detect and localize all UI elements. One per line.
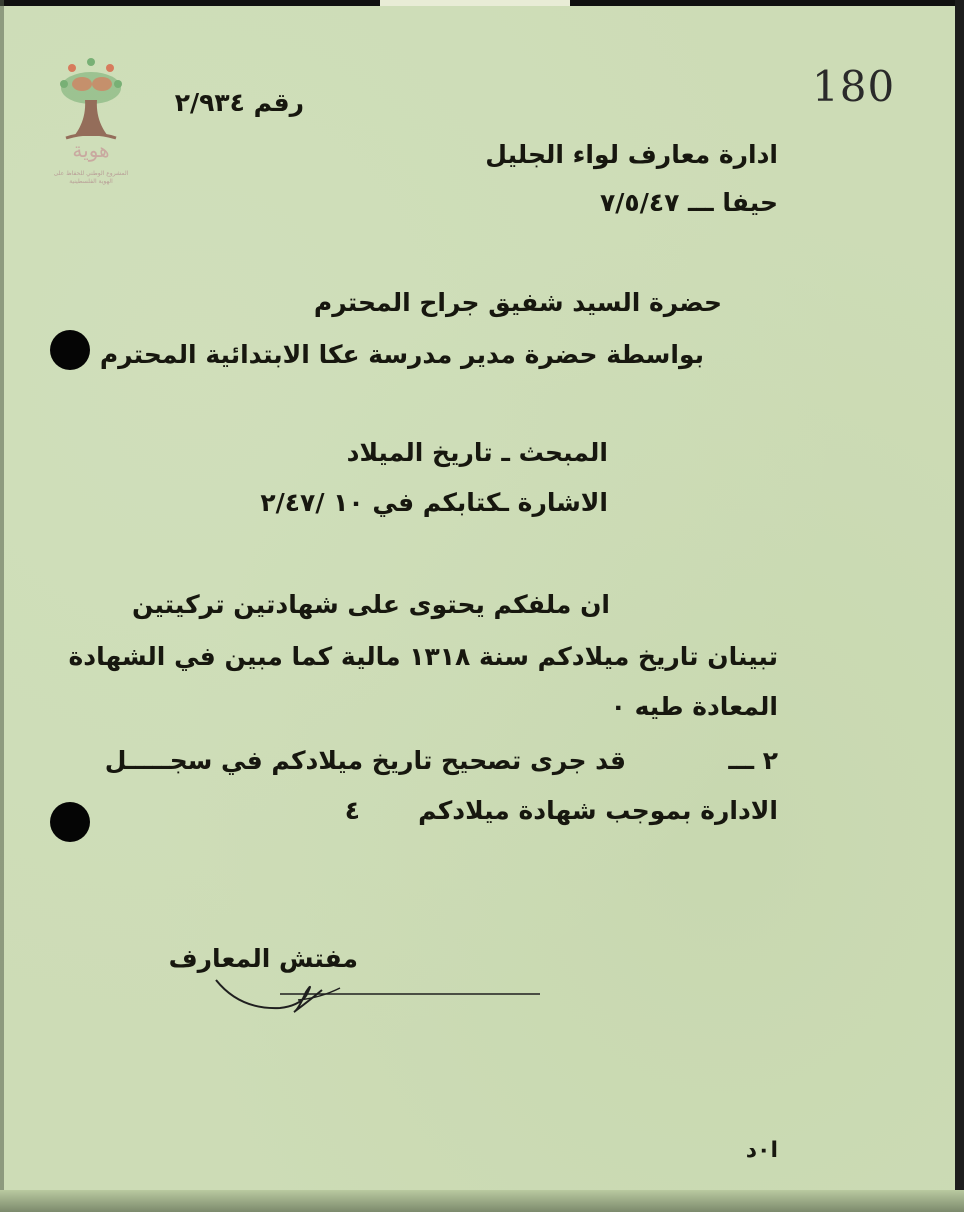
body-line-1: ان ملفكم يحتوى على شهادتين تركيتين [131, 590, 610, 619]
signature-title: مفتش المعارف [168, 944, 358, 973]
addressee-via: بواسطة حضرة مدير مدرسة عكا الابتدائية المحترم [99, 340, 704, 369]
logo-subcaption: المشروع الوطني للحفاظ على الهوية الفلسطينية [53, 170, 129, 185]
sender-office: ادارة معارف لواء الجليل [485, 140, 778, 169]
scan-edge-top [0, 0, 964, 6]
body-line-3: المعادة طيه ٠ [610, 692, 778, 721]
item-2-text: قد جرى تصحيح تاريخ ميلادكم في سجـــــل [104, 746, 626, 775]
addressee-name: حضرة السيد شفيق جراح المحترم [313, 288, 722, 317]
reference-number: رقم ٢/٩٣٤ [174, 88, 304, 117]
page-number: 180 [812, 62, 896, 111]
item-3-mark: ٤ [344, 796, 360, 825]
scan-edge-left [0, 0, 4, 1212]
footer-code: ا٠د [745, 1138, 778, 1163]
handwritten-signature-icon [210, 970, 730, 1030]
item-2-label: ٢ ـــ [728, 746, 778, 775]
punch-hole-top [50, 330, 90, 370]
item-3-text: الادارة بموجب شهادة ميلادكم [418, 796, 778, 825]
scan-edge-right [955, 0, 964, 1212]
subject-line: المبحث ـ تاريخ الميلاد [346, 438, 608, 467]
sender-place-date: حيفا ـــ ٧/٥/٤٧ [600, 188, 778, 217]
punch-hole-bottom [50, 802, 90, 842]
reference-line: الاشارة ـكتابكم في ١٠ /٢/٤٧ [260, 488, 608, 517]
body-line-2: تبينان تاريخ ميلادكم سنة ١٣١٨ مالية كما مبين في الشهادة [68, 642, 778, 671]
scan-edge-bottom [0, 1190, 964, 1212]
logo-caption: هوية [72, 138, 110, 162]
